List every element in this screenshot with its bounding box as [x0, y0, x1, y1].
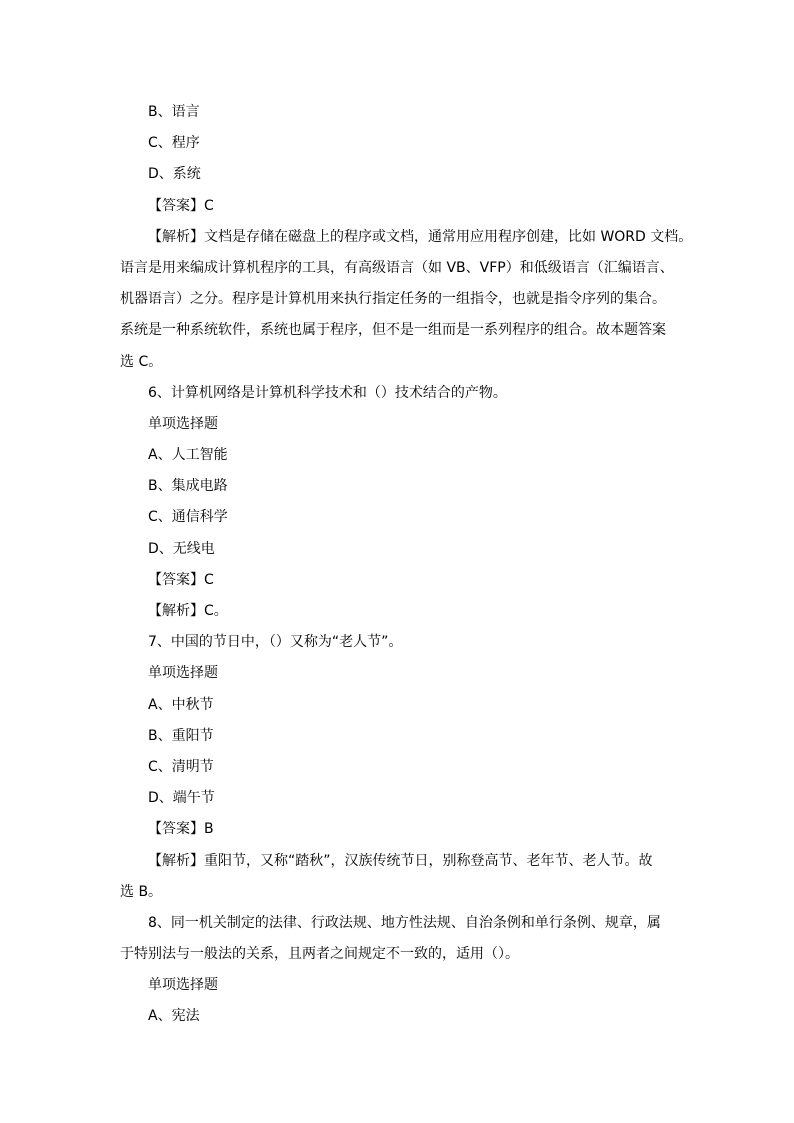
- text-line: C、清明节: [148, 758, 214, 775]
- text-line: 系统是一种系统软件，系统也属于程序，但不是一组而是一系列程序的组合。故本题答案: [120, 322, 666, 339]
- text-line: 选 B。: [120, 883, 163, 900]
- text-line: 【答案】B: [148, 821, 214, 838]
- text-line: 8、同一机关制定的法律、行政法规、地方性法规、自治条例和单行条例、规章，属: [148, 914, 661, 931]
- document-body: [120, 102, 693, 1038]
- text-line: A、中秋节: [148, 696, 214, 713]
- text-line: D、端午节: [148, 790, 215, 807]
- text-line: 单项选择题: [148, 665, 218, 682]
- text-line: 单项选择题: [148, 415, 218, 432]
- text-line: 6、计算机网络是计算机科学技术和（）技术结合的产物。: [148, 384, 507, 401]
- text-line: 【答案】C: [148, 571, 214, 588]
- text-line: 语言是用来编成计算机程序的工具，有高级语言（如 VB、VFP）和低级语言（汇编语言、: [120, 259, 674, 276]
- text-line: 【答案】C: [148, 197, 214, 214]
- text-line: 于特别法与一般法的关系，且两者之间规定不一致的，适用（）。: [120, 946, 519, 963]
- text-line: B、语言: [148, 104, 200, 120]
- text-line: D、系统: [148, 166, 201, 183]
- text-line: A、宪法: [148, 1008, 200, 1025]
- text-line: 单项选择题: [148, 977, 218, 994]
- text-line: 【解析】重阳节，又称“踏秋”，汉族传统节日，别称登高节、老年节、老人节。故: [148, 852, 653, 869]
- text-line: D、无线电: [148, 540, 215, 557]
- text-line: B、重阳节: [148, 727, 214, 744]
- text-line: 【解析】文档是存储在磁盘上的程序或文档，通常用应用程序创建，比如 WORD 文档。: [148, 228, 693, 245]
- text-line: 【解析】C。: [148, 603, 228, 619]
- text-line: 机器语言）之分。程序是计算机用来执行指定任务的一组指令，也就是指令序列的集合。: [120, 291, 666, 308]
- text-line: C、程序: [148, 135, 200, 152]
- text-line: C、通信科学: [148, 509, 228, 526]
- text-line: 选 C。: [120, 353, 163, 370]
- text-line: B、集成电路: [148, 478, 228, 495]
- text-line: A、人工智能: [148, 447, 228, 464]
- text-line: 7、中国的节日中，（）又称为“老人节”。: [148, 634, 403, 651]
